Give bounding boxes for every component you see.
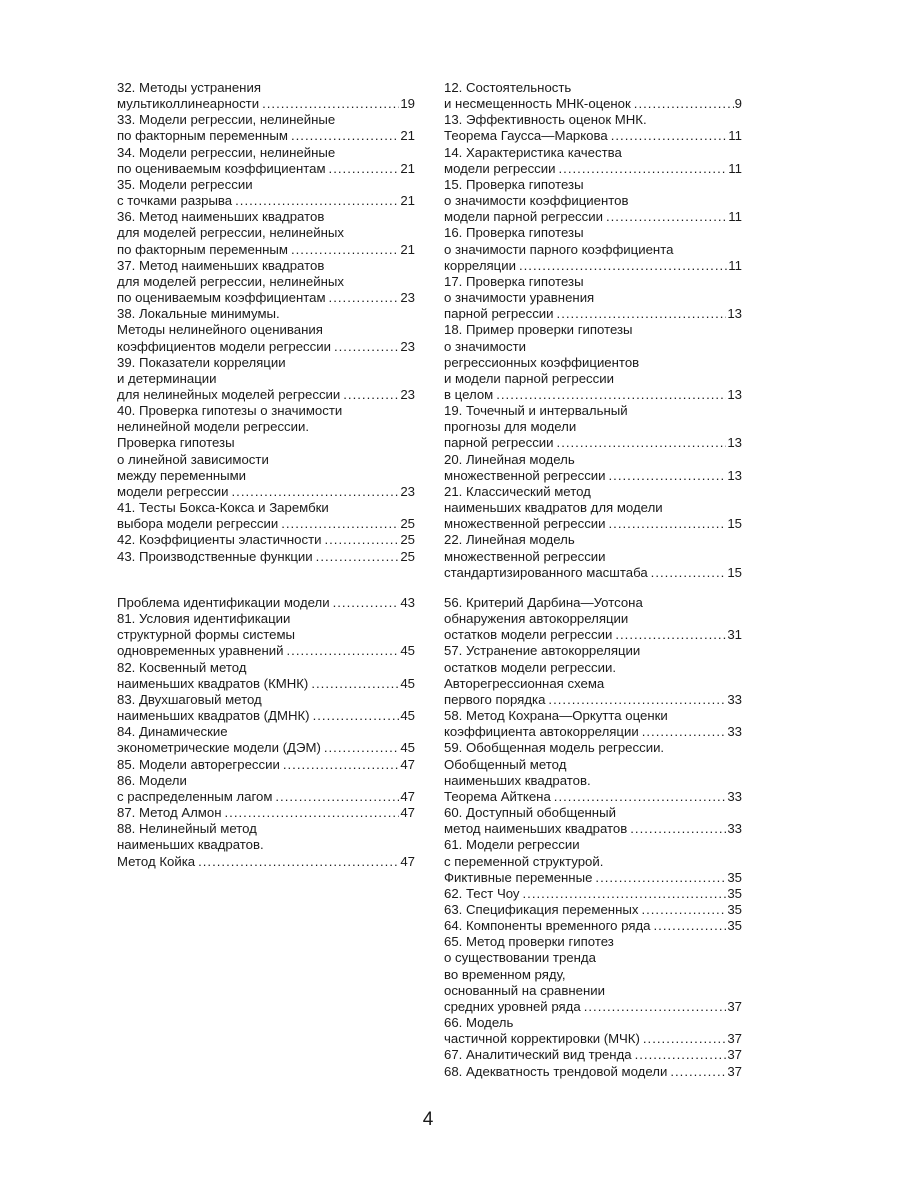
toc-entry-title-line: по факторным переменным <box>117 241 288 257</box>
toc-entry[interactable] <box>117 177 415 209</box>
toc-entry-page-number: 25 <box>400 516 415 532</box>
dot-leader <box>584 999 727 1015</box>
toc-entry[interactable] <box>444 886 742 902</box>
toc-entry-title-line: 82. Косвенный метод <box>117 659 247 675</box>
toc-entry-title-line: Метод Койка <box>117 853 196 869</box>
toc-entry-page-number: 13 <box>727 386 742 402</box>
toc-entry[interactable] <box>444 145 742 177</box>
toc-column-bottom-right <box>444 595 742 1080</box>
dot-leader <box>519 258 727 274</box>
toc-entry[interactable] <box>117 595 415 611</box>
toc-entry-title-line: 86. Модели <box>117 772 187 788</box>
toc-entry[interactable] <box>117 209 415 257</box>
toc-entry-title-line: с точками разрыва <box>117 193 233 209</box>
toc-entry-title-line: в целом <box>444 386 494 402</box>
toc-entry-page-number: 43 <box>400 595 415 610</box>
toc-entry[interactable] <box>444 452 742 484</box>
toc-entry-title-line: 37. Метод наименьших квадратов <box>117 257 325 273</box>
dot-leader <box>324 740 399 756</box>
toc-entry-title-line: Методы нелинейного оценивания <box>117 322 323 338</box>
toc-entry-page-number: 47 <box>400 853 415 869</box>
toc-entry-page-number: 21 <box>400 128 415 144</box>
toc-entry-title-line: корреляции <box>444 257 516 273</box>
toc-entry[interactable] <box>444 837 742 885</box>
toc-entry-page-number: 37 <box>727 1063 742 1079</box>
toc-entry-title-line: одновременных уравнений <box>117 643 284 659</box>
dot-leader <box>609 516 727 532</box>
dot-leader <box>281 516 399 532</box>
toc-entry-title-line: для нелинейных моделей регрессии <box>117 386 341 402</box>
toc-entry[interactable] <box>444 1047 742 1063</box>
toc-entry-title-line: модели парной регрессии <box>444 209 603 225</box>
toc-entry-title-line: 87. Метод Алмон <box>117 805 222 821</box>
toc-entry-page-number: 37 <box>727 998 742 1014</box>
toc-entry-title-line: Обобщенный метод <box>444 756 567 772</box>
dot-leader <box>262 96 399 112</box>
toc-entry-title-line: Фиктивные переменные <box>444 869 593 885</box>
toc-entry-page-number: 11 <box>728 160 742 176</box>
toc-entry-title-line: модели регрессии <box>117 483 229 499</box>
toc-entry-title-line: 33. Модели регрессии, нелинейные <box>117 112 336 128</box>
toc-entry-page-number: 23 <box>400 290 415 306</box>
dot-leader <box>611 128 728 144</box>
toc-entry-title-line: о значимости коэффициентов <box>444 193 629 209</box>
toc-entry-title-line: частичной корректировки (МЧК) <box>444 1031 640 1047</box>
dot-leader <box>334 339 399 355</box>
toc-entry-page-number: 33 <box>727 724 742 740</box>
toc-entry-title-line: эконометрические модели (ДЭМ) <box>117 740 321 756</box>
dot-leader <box>609 468 727 484</box>
toc-entry-title-line: Авторегрессионная схема <box>444 675 605 691</box>
toc-entry-title-line: 12. Состоятельность <box>444 80 572 95</box>
toc-entry-title-line: модели регрессии <box>444 160 556 176</box>
dot-leader <box>291 128 399 144</box>
toc-entry-title-line: о значимости парного коэффициента <box>444 241 674 257</box>
toc-entry-title-line: о значимости уравнения <box>444 290 595 306</box>
toc-entry-page-number: 45 <box>400 740 415 756</box>
toc-entry-page-number: 31 <box>727 627 742 643</box>
toc-entry-title-line: стандартизированного масштаба <box>444 564 648 580</box>
toc-entry-title-line: и несмещенность МНК-оценок <box>444 96 631 112</box>
dot-leader <box>343 387 399 403</box>
dot-leader <box>275 789 399 805</box>
dot-leader <box>329 161 400 177</box>
toc-entry-title-line: первого порядка <box>444 691 546 707</box>
toc-entry-page-number: 11 <box>728 257 742 273</box>
toc-entry[interactable] <box>444 740 742 805</box>
toc-entry-title-line: остатков модели регрессии <box>444 627 613 643</box>
toc-entry-title-line: 32. Методы устранения <box>117 80 261 95</box>
dot-leader <box>554 789 727 805</box>
toc-entry-title-line: наименьших квадратов для модели <box>444 500 663 516</box>
toc-entry[interactable] <box>444 902 742 918</box>
toc-entry-title-line: 60. Доступный обобщенный <box>444 805 616 821</box>
toc-entry[interactable] <box>117 258 415 306</box>
toc-entry[interactable] <box>444 934 742 1015</box>
dot-leader <box>333 595 400 611</box>
toc-entry-page-number: 23 <box>400 386 415 402</box>
toc-entry-title-line: парной регрессии <box>444 306 554 322</box>
toc-entry-title-line: 13. Эффективность оценок МНК. <box>444 112 647 128</box>
toc-entry[interactable] <box>444 322 742 403</box>
toc-entry-title-line: 40. Проверка гипотезы о значимости <box>117 403 343 419</box>
toc-entry-title-line: выбора модели регрессии <box>117 516 279 532</box>
toc-entry[interactable] <box>117 532 415 548</box>
toc-entry-page-number: 45 <box>400 675 415 691</box>
dot-leader <box>523 886 727 902</box>
toc-entry-title-line: наименьших квадратов (ДМНК) <box>117 708 310 724</box>
toc-entry-title-line: 35. Модели регрессии <box>117 176 253 192</box>
toc-entry[interactable] <box>444 80 742 112</box>
toc-entry-title-line: основанный на сравнении <box>444 982 605 998</box>
toc-entry-title-line: Проблема идентификации модели <box>117 595 330 610</box>
dot-leader <box>283 757 399 773</box>
toc-entry[interactable] <box>444 112 742 144</box>
toc-entry-title-line: 15. Проверка гипотезы <box>444 176 584 192</box>
toc-entry-page-number: 47 <box>400 805 415 821</box>
toc-entry-title-line: 63. Спецификация переменных <box>444 901 639 917</box>
toc-entry-title-line: 22. Линейная модель <box>444 532 575 548</box>
toc-entry-title-line: 34. Модели регрессии, нелинейные <box>117 144 336 160</box>
dot-leader <box>654 918 727 934</box>
dot-leader <box>496 387 726 403</box>
toc-entry-title-line: Теорема Гаусса—Маркова <box>444 128 608 144</box>
toc-entry-title-line: 58. Метод Кохрана—Оркутта оценки <box>444 708 668 724</box>
toc-entry-page-number: 21 <box>400 160 415 176</box>
toc-entry-title-line: 81. Условия идентификации <box>117 611 291 627</box>
toc-entry-title-line: обнаружения автокорреляции <box>444 611 629 627</box>
dot-leader <box>615 627 726 643</box>
toc-entry[interactable] <box>117 112 415 144</box>
toc-entry-page-number: 13 <box>727 306 742 322</box>
toc-entry-title-line: метод наименьших квадратов <box>444 821 628 837</box>
toc-entry-title-line: прогнозы для модели <box>444 419 577 435</box>
dot-leader <box>634 96 734 112</box>
toc-entry-title-line: с переменной структурой. <box>444 853 604 869</box>
toc-entry-title-line: наименьших квадратов. <box>117 837 264 853</box>
toc-entry-title-line: 62. Тест Чоу <box>444 885 520 901</box>
toc-entry-title-line: коэффициентов модели регрессии <box>117 338 331 354</box>
toc-entry[interactable] <box>444 1015 742 1047</box>
toc-entry-page-number: 21 <box>400 193 415 209</box>
toc-entry-page-number: 11 <box>728 209 742 225</box>
toc-entry-title-line: Проверка гипотезы <box>117 435 235 451</box>
toc-entry-page-number: 21 <box>400 241 415 257</box>
toc-entry[interactable] <box>117 403 415 500</box>
toc-entry-title-line: и модели парной регрессии <box>444 370 614 386</box>
toc-entry[interactable] <box>117 80 415 112</box>
dot-leader <box>642 724 727 740</box>
dot-leader <box>316 549 400 565</box>
toc-entry[interactable] <box>117 549 415 565</box>
toc-entry-title-line: 83. Двухшаговый метод <box>117 691 262 707</box>
toc-entry-title-line: 56. Критерий Дарбина—Уотсона <box>444 595 643 610</box>
toc-entry-title-line: 14. Характеристика качества <box>444 144 622 160</box>
toc-entry-title-line: множественной регрессии <box>444 516 606 532</box>
toc-entry-title-line: наименьших квадратов (КМНК) <box>117 675 309 691</box>
toc-entry-page-number: 25 <box>400 548 415 564</box>
toc-entry-title-line: с распределенным лагом <box>117 788 273 804</box>
toc-entry-title-line: 65. Метод проверки гипотез <box>444 934 614 950</box>
toc-entry-title-line: 16. Проверка гипотезы <box>444 225 584 241</box>
toc-entry-title-line: 21. Классический метод <box>444 483 591 499</box>
toc-entry-title-line: 67. Аналитический вид тренда <box>444 1047 632 1063</box>
toc-entry-title-line: 18. Пример проверки гипотезы <box>444 322 633 338</box>
toc-entry-title-line: 20. Линейная модель <box>444 451 575 467</box>
toc-entry-title-line: 88. Нелинейный метод <box>117 821 257 837</box>
toc-entry-page-number: 13 <box>727 435 742 451</box>
dot-leader <box>232 484 400 500</box>
toc-entry-page-number: 33 <box>727 691 742 707</box>
toc-entry[interactable] <box>444 274 742 322</box>
toc-entry-title-line: и детерминации <box>117 370 217 386</box>
toc-entry-page-number: 47 <box>400 756 415 772</box>
toc-entry-title-line: о существовании тренда <box>444 950 596 966</box>
toc-entry[interactable] <box>117 145 415 177</box>
toc-entry-title-line: для моделей регрессии, нелинейных <box>117 273 344 289</box>
dot-leader <box>651 565 727 581</box>
toc-entry[interactable] <box>117 500 415 532</box>
toc-entry[interactable] <box>444 225 742 273</box>
toc-entry-title-line: по оцениваемым коэффициентам <box>117 290 326 306</box>
toc-entry-title-line: 19. Точечный и интервальный <box>444 403 628 419</box>
toc-entry-page-number: 35 <box>727 869 742 885</box>
toc-entry-title-line: 57. Устранение автокорреляции <box>444 643 641 659</box>
toc-column-bottom-left <box>117 595 415 870</box>
dot-leader <box>329 290 400 306</box>
dot-leader <box>311 676 399 692</box>
toc-entry-title-line: мультиколлинеарности <box>117 96 260 112</box>
dot-leader <box>595 870 726 886</box>
toc-entry[interactable] <box>117 692 415 724</box>
toc-entry-title-line: множественной регрессии <box>444 548 606 564</box>
toc-entry-page-number: 37 <box>727 1031 742 1047</box>
toc-entry-title-line: Теорема Айткена <box>444 788 551 804</box>
toc-entry-page-number: 47 <box>400 788 415 804</box>
toc-entry-title-line: 17. Проверка гипотезы <box>444 273 584 289</box>
toc-entry-title-line: 85. Модели авторегрессии <box>117 756 280 772</box>
dot-leader <box>635 1047 727 1063</box>
toc-entry-page-number: 45 <box>400 708 415 724</box>
toc-entry-title-line: 64. Компоненты временного ряда <box>444 918 651 934</box>
toc-entry[interactable] <box>444 177 742 225</box>
toc-entry-title-line: 66. Модель <box>444 1015 514 1031</box>
toc-entry[interactable] <box>117 724 415 756</box>
toc-entry-title-line: 68. Адекватность трендовой модели <box>444 1063 668 1079</box>
dot-leader <box>324 532 399 548</box>
dot-leader <box>641 902 726 918</box>
toc-entry-title-line: 84. Динамические <box>117 724 228 740</box>
toc-entry[interactable] <box>444 484 742 532</box>
toc-entry[interactable] <box>444 1064 742 1080</box>
dot-leader <box>291 242 399 258</box>
toc-entry-page-number: 35 <box>727 901 742 917</box>
toc-entry-title-line: о линейной зависимости <box>117 451 269 467</box>
dot-leader <box>606 209 727 225</box>
toc-entry-title-line: 43. Производственные функции <box>117 548 313 564</box>
toc-entry-title-line: коэффициента автокорреляции <box>444 724 639 740</box>
toc-entry[interactable] <box>117 805 415 821</box>
toc-entry-title-line: о значимости <box>444 338 527 354</box>
toc-entry-page-number: 37 <box>727 1047 742 1063</box>
dot-leader <box>643 1031 726 1047</box>
toc-column-top-left <box>117 80 415 565</box>
page-number: 4 <box>422 1109 434 1130</box>
dot-leader <box>557 306 727 322</box>
toc-entry-title-line: во временном ряду, <box>444 966 566 982</box>
dot-leader <box>225 805 400 821</box>
toc-entry-page-number: 45 <box>400 643 415 659</box>
toc-entry[interactable] <box>444 708 742 740</box>
toc-entry-title-line: структурной формы системы <box>117 627 295 643</box>
toc-entry[interactable] <box>444 918 742 934</box>
dot-leader <box>557 435 727 451</box>
toc-entry-page-number: 13 <box>727 467 742 483</box>
toc-entry[interactable] <box>444 595 742 643</box>
toc-entry-page-number: 35 <box>727 885 742 901</box>
toc-entry[interactable] <box>117 757 415 773</box>
toc-entry-page-number: 15 <box>727 516 742 532</box>
toc-entry-title-line: 61. Модели регрессии <box>444 837 580 853</box>
toc-entry-page-number: 23 <box>400 483 415 499</box>
dot-leader <box>198 854 399 870</box>
toc-entry-title-line: 59. Обобщенная модель регрессии. <box>444 740 665 756</box>
toc-entry-title-line: по факторным переменным <box>117 128 288 144</box>
toc-entry-page-number: 15 <box>727 564 742 580</box>
toc-entry-page-number: 19 <box>400 96 415 112</box>
dot-leader <box>313 708 400 724</box>
toc-entry-title-line: наименьших квадратов. <box>444 772 591 788</box>
dot-leader <box>235 193 399 209</box>
toc-entry[interactable] <box>444 532 742 580</box>
toc-entry-title-line: 42. Коэффициенты эластичности <box>117 532 322 548</box>
toc-entry-title-line: нелинейной модели регрессии. <box>117 419 310 435</box>
toc-entry-page-number: 33 <box>727 788 742 804</box>
toc-entry-title-line: множественной регрессии <box>444 467 606 483</box>
dot-leader <box>630 821 726 837</box>
toc-entry-title-line: остатков модели регрессии. <box>444 659 616 675</box>
toc-entry-title-line: 39. Показатели корреляции <box>117 354 286 370</box>
toc-entry-page-number: 33 <box>727 821 742 837</box>
dot-leader <box>559 161 728 177</box>
toc-entry[interactable] <box>117 355 415 403</box>
toc-entry-page-number: 11 <box>728 128 742 144</box>
toc-entry-title-line: 36. Метод наименьших квадратов <box>117 209 325 225</box>
toc-entry[interactable] <box>117 773 415 805</box>
toc-entry-title-line: 38. Локальные минимумы. <box>117 306 280 322</box>
toc-entry[interactable] <box>444 643 742 708</box>
dot-leader <box>548 692 726 708</box>
toc-entry-title-line: 41. Тесты Бокса-Кокса и Зарембки <box>117 500 329 516</box>
toc-entry[interactable] <box>117 611 415 659</box>
toc-entry[interactable] <box>117 660 415 692</box>
dot-leader <box>287 643 400 659</box>
toc-entry-page-number: 35 <box>727 918 742 934</box>
toc-entry-title-line: для моделей регрессии, нелинейных <box>117 225 344 241</box>
toc-entry-page-number: 9 <box>734 96 742 112</box>
toc-entry[interactable] <box>117 306 415 354</box>
toc-column-top-right <box>444 80 742 581</box>
toc-entry-title-line: парной регрессии <box>444 435 554 451</box>
dot-leader <box>670 1064 726 1080</box>
toc-entry-title-line: по оцениваемым коэффициентам <box>117 160 326 176</box>
toc-entry-page-number: 25 <box>400 532 415 548</box>
toc-entry-page-number: 23 <box>400 338 415 354</box>
toc-entry-title-line: регрессионных коэффициентов <box>444 354 640 370</box>
toc-entry[interactable] <box>444 403 742 451</box>
toc-entry-title-line: средних уровней ряда <box>444 998 581 1014</box>
toc-entry[interactable] <box>444 805 742 837</box>
toc-entry[interactable] <box>117 821 415 869</box>
toc-entry-title-line: между переменными <box>117 467 247 483</box>
